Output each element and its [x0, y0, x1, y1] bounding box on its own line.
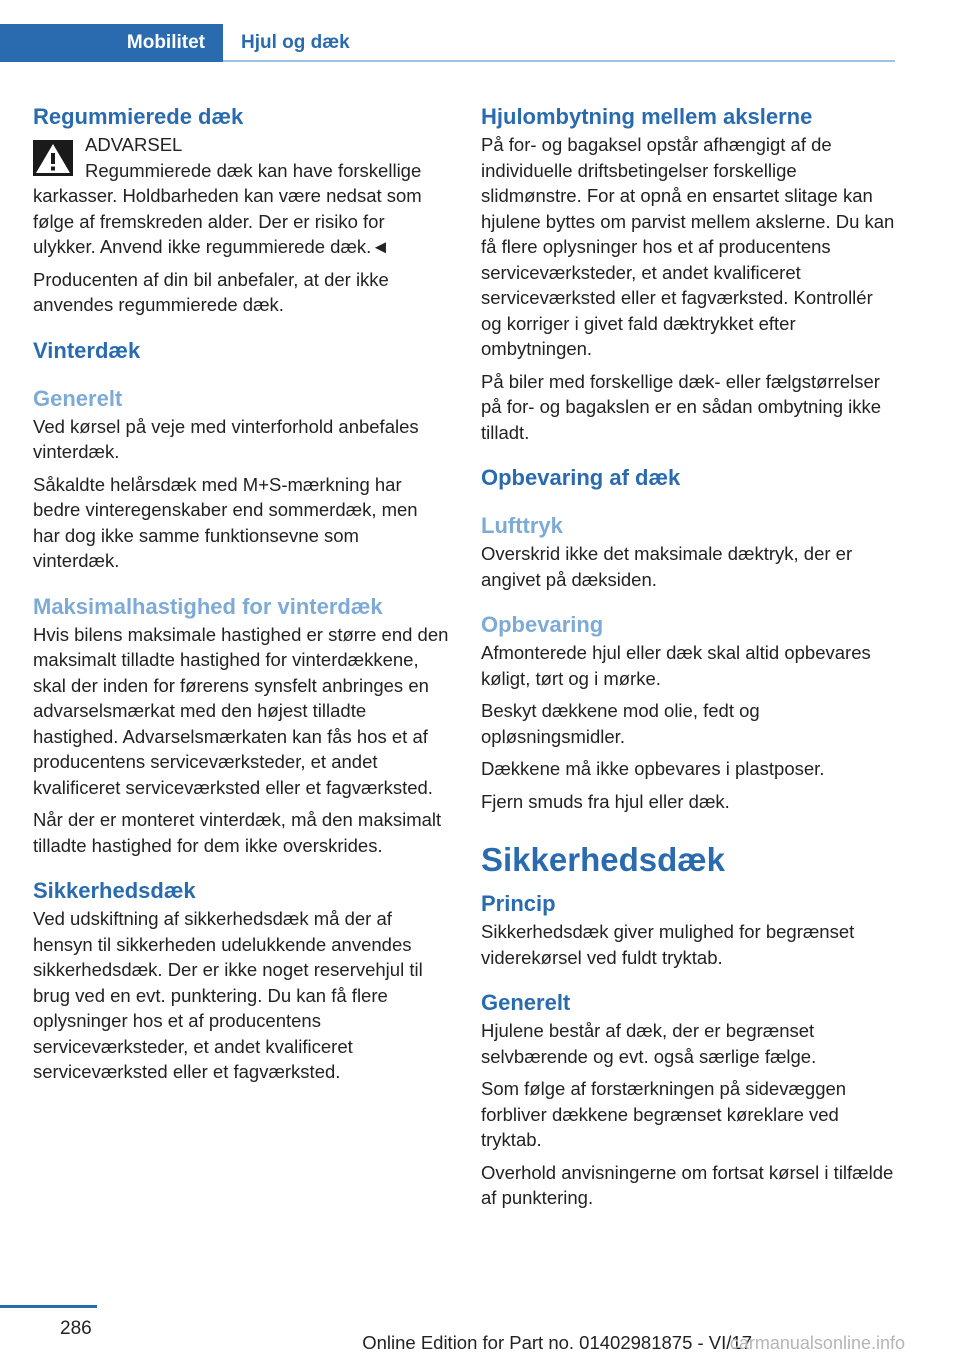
- paragraph-generelt-right-2: Som følge af forstærkningen på sidevæggen forbliver dækkene begrænset køreklare ved tryktab.: [481, 1078, 847, 1150]
- warning-label: ADVARSEL: [85, 134, 183, 155]
- paragraph-generelt-2: Såkaldte helårsdæk med M+S-mærkning har bedre vinteregenskaber end sommerdæk, men har dog ikke samme funktionsevne som vinterdæk.: [33, 473, 418, 571]
- heading-opbevaring-af-daek: Opbevaring af dæk: [481, 465, 681, 490]
- left-column: [33, 102, 449, 1085]
- page-header: [0, 24, 895, 62]
- edition-footer: Online Edition for Part no. 01402981875 - VI/17: [362, 1332, 752, 1353]
- warning-text: karkasser. Holdbarheden kan være nedsat som følge af fremskreden alder. Der er risiko for ulykker. Anvend ikke regummierede dæk.◄: [33, 185, 422, 257]
- subheading-lufttryk: Lufttryk: [481, 513, 563, 538]
- warning-text-first-line: Regummierede dæk kan have forskellige: [85, 159, 422, 181]
- right-column: [481, 102, 897, 1211]
- subheading-maksimalhastighed: Maksimalhastighed for vinterdæk: [33, 593, 383, 619]
- paragraph-maks-1: Hvis bilens maksimale hastighed er større end den maksimalt tilladte hastighed for vinterdækkene, skal der inden for førerens synsfelt anbringes en advarselsmærkat med den højest tilladte hastighed. Advarselsmærkaten kan fås hos et af producentens serviceværksteder, et andet kvalificeret serviceværksted eller et fagværksted.: [33, 623, 449, 798]
- header-divider: [223, 60, 895, 62]
- paragraph-hjulombytning-1: På for- og bagaksel opstår afhængigt af de individuelle driftsbetingelser forskellige slidmønstre. For at opnå en ensartet slitage kan hjulene byttes om parvist mellem akslerne. Du kan få flere oplysninger hos et af producentens serviceværksteder, et andet kvalificeret serviceværksted eller et fagværksted. Kontrollér og korriger i givet fald dæktrykket efter ombytningen.: [481, 134, 895, 359]
- paragraph-lufttryk: Overskrid ikke det maksimale dæktryk, der er angivet på dæksiden.: [481, 543, 853, 590]
- paragraph-hjulombytning-2: På biler med forskellige dæk- eller fælgstørrelser på for- og bagakslen er en sådan ombytning ikke tilladt.: [481, 370, 882, 443]
- paragraph-opbevaring-2: Beskyt dækkene mod olie, fedt og opløsningsmidler.: [481, 700, 760, 747]
- heading-hjulombytning: Hjulombytning mellem akslerne: [481, 104, 813, 129]
- paragraph-generelt-right-3: Overhold anvisningerne om fortsat kørsel i tilfælde af punktering.: [481, 1161, 894, 1208]
- page-number: 286: [60, 1318, 92, 1339]
- warning-triangle-icon: [33, 140, 73, 176]
- paragraph-maks-2: Når der er monteret vinterdæk, må den maksimalt tilladte hastighed for dem ikke overskrides.: [33, 809, 442, 856]
- heading-generelt-right: Generelt: [481, 990, 571, 1015]
- paragraph-princip: Sikkerhedsdæk giver mulighed for begrænset viderekørsel ved fuldt tryktab.: [481, 921, 855, 968]
- footer-divider: [0, 1305, 97, 1308]
- paragraph-generelt-right-1: Hjulene består af dæk, der er begrænset selvbærende og evt. også særlige fælge.: [481, 1020, 817, 1067]
- warning-box: [33, 132, 449, 260]
- heading-sikkerhedsdaek-main: Sikkerhedsdæk: [481, 841, 725, 878]
- heading-vinterdaek: Vinterdæk: [33, 337, 141, 363]
- heading-sikkerhedsdaek-left: Sikkerhedsdæk: [33, 878, 196, 903]
- paragraph-regummierede: Producenten af din bil anbefaler, at der ikke anvendes regummierede dæk.: [33, 268, 389, 315]
- paragraph-opbevaring-4: Fjern smuds fra hjul eller dæk.: [481, 790, 730, 812]
- paragraph-generelt-1: Ved kørsel på veje med vinterforhold anbefales vinterdæk.: [33, 415, 419, 462]
- watermark: carmanualsonline.info: [729, 1333, 905, 1353]
- paragraph-opbevaring-1: Afmonterede hjul eller dæk skal altid opbevares køligt, tørt og i mørke.: [481, 642, 871, 689]
- section-tab-mobilitet: Mobilitet: [0, 24, 223, 62]
- subheading-generelt: Generelt: [33, 385, 123, 411]
- heading-regummierede-daek: Regummierede dæk: [33, 104, 244, 129]
- paragraph-sikkerhedsdaek: Ved udskiftning af sikkerhedsdæk må der af hensyn til sikkerheden udelukkende anvendes sikkerhedsdæk. Der er ikke noget reservehjul til brug ved en evt. punktering. Du kan få flere oplysninger hos et af producentens serviceværksteder, et andet kvalificeret serviceværksted eller et fagværksted.: [33, 908, 423, 1082]
- subheading-opbevaring: Opbevaring: [481, 612, 604, 637]
- section-tab-hjul-og-daek: Hjul og dæk: [241, 32, 350, 53]
- heading-princip: Princip: [481, 891, 556, 916]
- paragraph-opbevaring-3: Dækkene må ikke opbevares i plastposer.: [481, 758, 825, 779]
